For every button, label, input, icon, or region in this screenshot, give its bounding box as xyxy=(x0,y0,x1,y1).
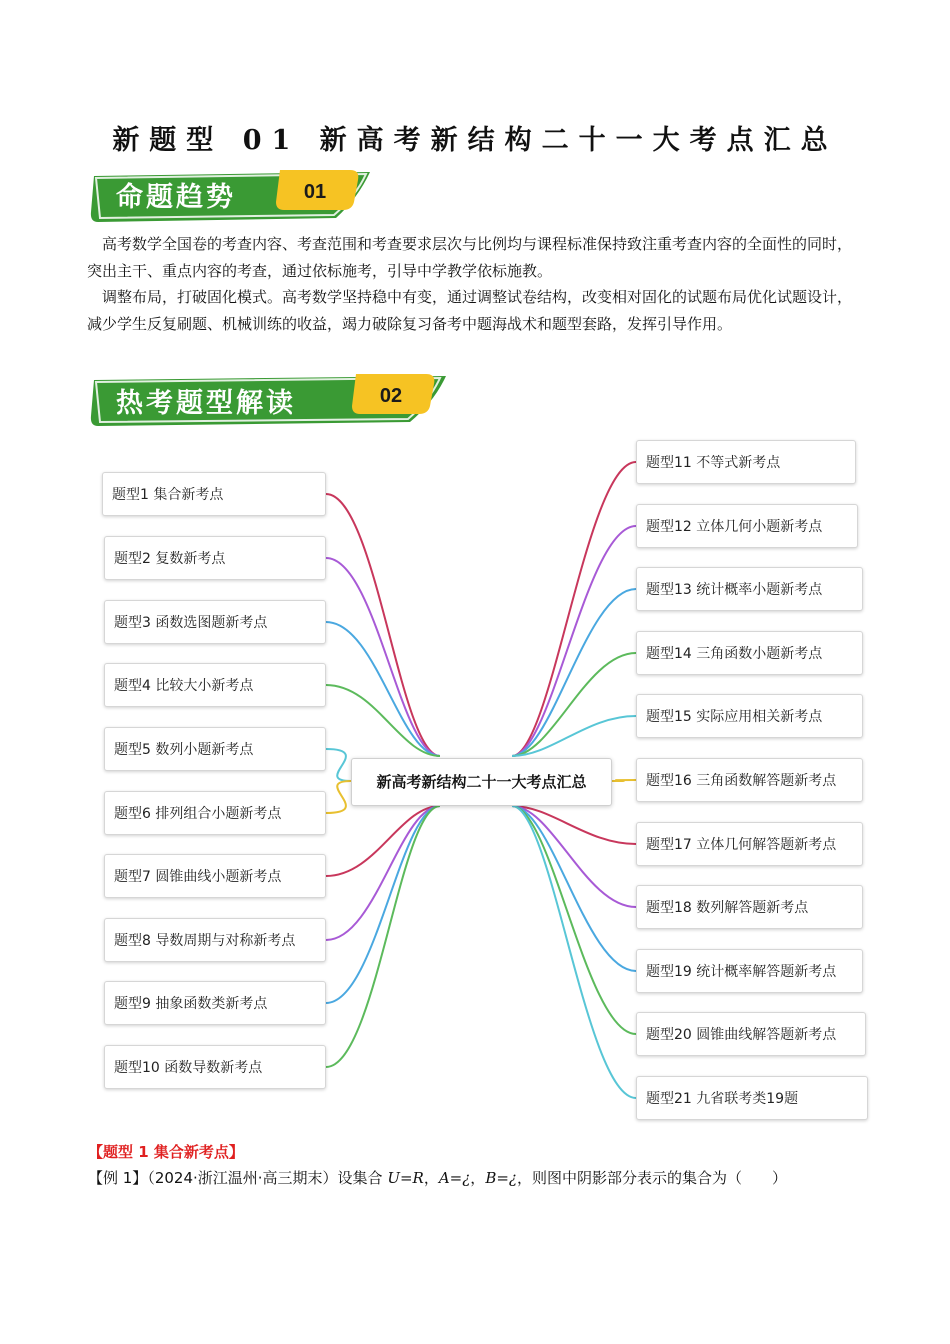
mind-map-node-left: 题型10 函数导数新考点 xyxy=(104,1045,326,1089)
connector-left xyxy=(326,622,440,756)
page-title: 新题型 01 新高考新结构二十一大考点汇总 xyxy=(112,125,838,156)
paragraph-2: 调整布局，打破固化模式。高考数学坚持稳中有变，通过调整试卷结构，改变相对固化的试题布局优化试题设计，减少学生反复刷题、机械训练的收益，竭力破除复习备考中题海战术和题型套路，发挥引导作用。 xyxy=(87,288,853,333)
math-u: U=R xyxy=(387,1169,424,1187)
connector-right xyxy=(610,780,636,781)
connector-right xyxy=(512,806,636,1034)
banner-label: 命题趋势 xyxy=(116,182,236,213)
mind-map-node-left: 题型2 复数新考点 xyxy=(104,536,326,580)
separator: ， xyxy=(470,1169,486,1187)
mind-map-node-left: 题型7 圆锥曲线小题新考点 xyxy=(104,854,326,898)
mind-map-node-left: 题型3 函数选图题新考点 xyxy=(104,600,326,644)
mind-map-node-right: 题型16 三角函数解答题新考点 xyxy=(636,758,863,802)
mind-map-node-right: 题型14 三角函数小题新考点 xyxy=(636,631,863,675)
connector-left xyxy=(326,558,440,756)
connector-left xyxy=(326,806,440,1003)
example-1 xyxy=(88,1167,787,1188)
connector-right xyxy=(512,806,636,971)
mind-map-node-right: 题型21 九省联考类19题 xyxy=(636,1076,868,1120)
mind-map-node-left: 题型6 排列组合小题新考点 xyxy=(104,791,326,835)
paragraph-1: 高考数学全国卷的考查内容、考查范围和考查要求层次与比例均与课程标准保持致注重考查内容的全面性的同时，突出主干、重点内容的考查，通过依标施考，引导中学教学依标施教。 xyxy=(87,235,853,280)
connector-left xyxy=(326,749,351,781)
mind-map-node-right: 题型18 数列解答题新考点 xyxy=(636,885,863,929)
mind-map-node-left: 题型4 比较大小新考点 xyxy=(104,663,326,707)
example-text-before: 设集合 xyxy=(337,1169,388,1187)
mind-map xyxy=(0,430,950,1130)
separator: ， xyxy=(423,1169,439,1187)
banner-number: 01 xyxy=(303,181,327,203)
question-type-heading: 【题型 1 集合新考点】 xyxy=(88,1143,244,1161)
banner-number: 02 xyxy=(379,385,403,407)
mind-map-node-right: 题型20 圆锥曲线解答题新考点 xyxy=(636,1012,866,1056)
mind-map-node-left: 题型9 抽象函数类新考点 xyxy=(104,981,326,1025)
math-b: B=¿ xyxy=(485,1169,517,1187)
mind-map-node-right: 题型17 立体几何解答题新考点 xyxy=(636,822,863,866)
example-tag: 【例 1】 xyxy=(88,1169,148,1187)
connector-right xyxy=(512,462,636,756)
section-banner-trend xyxy=(88,168,378,226)
mind-map-node-right: 题型19 统计概率解答题新考点 xyxy=(636,949,863,993)
connector-right xyxy=(512,526,636,756)
connector-left xyxy=(326,781,351,813)
connector-right xyxy=(512,806,636,1098)
mind-map-node-right: 题型15 实际应用相关新考点 xyxy=(636,694,863,738)
mind-map-node-left: 题型8 导数周期与对称新考点 xyxy=(104,918,326,962)
mind-map-center: 新高考新结构二十一大考点汇总 xyxy=(351,758,612,806)
mind-map-node-left: 题型1 集合新考点 xyxy=(102,472,326,516)
section-banner-hot xyxy=(88,372,453,430)
example-source: （2024·浙江温州·高三期末） xyxy=(147,1169,338,1187)
math-a: A=¿ xyxy=(438,1169,471,1187)
mind-map-node-right: 题型12 立体几何小题新考点 xyxy=(636,504,858,548)
mind-map-node-right: 题型11 不等式新考点 xyxy=(636,440,856,484)
example-text-after: ，则图中阴影部分表示的集合为（ ） xyxy=(516,1169,787,1187)
connector-right xyxy=(512,589,636,756)
banner-label: 热考题型解读 xyxy=(116,388,296,419)
mind-map-node-left: 题型5 数列小题新考点 xyxy=(104,727,326,771)
mind-map-node-right: 题型13 统计概率小题新考点 xyxy=(636,567,863,611)
